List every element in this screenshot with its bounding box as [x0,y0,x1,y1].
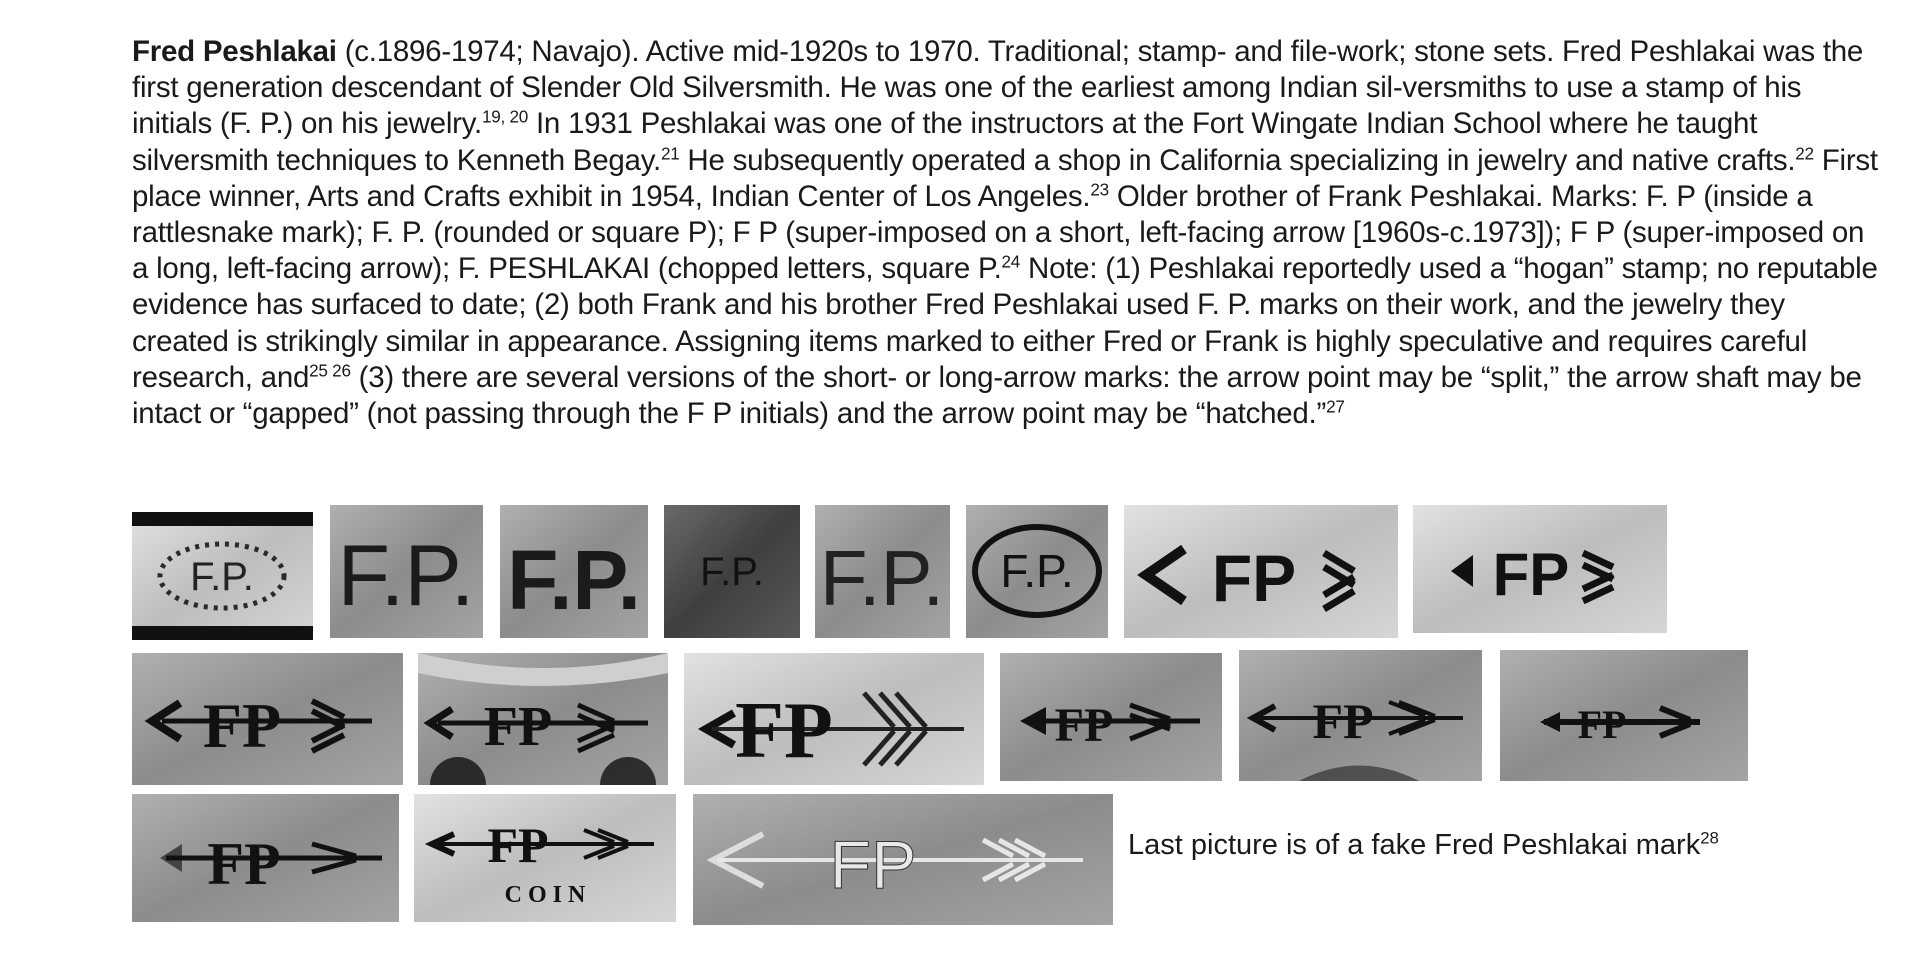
footnote-ref: 19, 20 [481,107,529,127]
bio-text: In 1931 Peshlakai was one of the instructors at the Fort Wingate Indian School where he taught silversmith techniques to Kenneth Begay. [132,107,1758,177]
artist-name: Fred Peshlakai [132,35,337,68]
stamp-mark: F.P. [1000,545,1074,597]
stamp-mark: F.P. [337,528,475,624]
hallmark-photo-fake-mark [693,794,1113,925]
fake-mark-caption [1128,828,1719,862]
stamp-mark: FP [1312,693,1374,749]
hallmark-photo-fp-square [500,505,648,638]
stamp-mark: F.P. [819,534,945,622]
hallmark-photo-short-arrow-1 [1124,505,1398,638]
stamp-mark: F.P. [700,550,764,594]
stamp-mark: FP [207,831,281,897]
hallmark-photo-short-arrow-2 [1413,505,1667,633]
hallmark-photo-arrow-6 [1000,653,1222,781]
stamp-mark: FP [735,687,833,775]
stamp-mark: FP [829,827,917,903]
stamp-mark: FP [1211,541,1297,615]
hallmark-photo-arrow-4 [418,653,668,785]
footnote-ref: 24 [1001,252,1021,272]
stamp-mark: FP [1492,541,1570,608]
hallmark-photo-arrow-9 [132,794,399,922]
stamp-mark: F.P. [190,555,254,599]
bio-text: (3) there are several versions of the short- or long-arrow marks: the arrow point may be “split,” the arrow shaft may be intact or “gapped” (not passing through the F P initials) and the arrow point may be “hatched.” [132,360,1862,431]
footnote-ref: 22 [1795,144,1814,164]
bio-text: Note: (1) Peshlakai reportedly used a “hogan” stamp; no reputable evidence has surfaced to date; (2) both Frank and his brother Fred Peshlakai used F. P. marks on their work, and the jewelry they created is strikingly similar in appearance. Assigning items marked to either Fred or Frank is highly speculative and requires careful research, and [132,252,1878,394]
hallmark-photo-fp-small [664,505,800,638]
biography-paragraph [132,34,1878,432]
bio-text: First place winner, Arts and Crafts exhibit in 1954, Indian Center of Los Angeles. [132,143,1878,213]
hallmark-photo-arrow-8 [1500,650,1748,781]
stamp-mark: FP [487,817,549,873]
footnote-ref: 21 [660,144,680,164]
hallmark-photo-fp-square-dots [815,505,950,638]
footnote-ref: 25 26 [309,361,351,381]
hallmark-photo-rattlesnake-fp [132,512,313,640]
bio-text: He subsequently operated a shop in California specializing in jewelry and native crafts. [679,143,1796,177]
hallmark-photo-arrow-7 [1239,650,1482,781]
hallmark-photo-arrow-5 [684,653,984,785]
stamp-mark: FP [202,690,282,761]
coin-stamp: C O I N [504,882,586,908]
footnote-ref: 28 [1700,828,1719,848]
hallmark-photo-arrow-3 [132,653,403,785]
hallmark-photo-fp-oval [966,505,1108,638]
stamp-mark: FP [1577,702,1627,747]
hallmark-photo-fp-rounded [330,505,483,638]
stamp-mark: FP [1054,699,1114,752]
stamp-mark: F.P. [507,533,641,627]
bio-text: Older brother of Frank Peshlakai. Marks: F. P (inside a rattlesnake mark); F. P. (rounded or square P); F P (super-imposed on a short, left-facing arrow [1960s-c.1973]); F P (super-imposed on a long, left-facing arrow); F. PESHLAKAI (chopped letters, square P. [132,179,1865,286]
caption-text: Last picture is of a fake Fred Peshlakai mark [1128,829,1701,861]
footnote-ref: 23 [1090,180,1109,200]
bio-text: (c.1896-1974; Navajo). Active mid-1920s to 1970. Traditional; stamp- and file-work; stone sets. Fred Peshlakai was the first generation descendant of Slender Old Silversmith. He was one of the earliest among Indian sil-versmiths to use a stamp of his initials (F. P.) on his jewelry. [132,35,1864,141]
footnote-ref: 27 [1326,397,1345,417]
hallmark-photo-arrow-coin [414,794,676,922]
stamp-mark: FP [483,696,553,758]
